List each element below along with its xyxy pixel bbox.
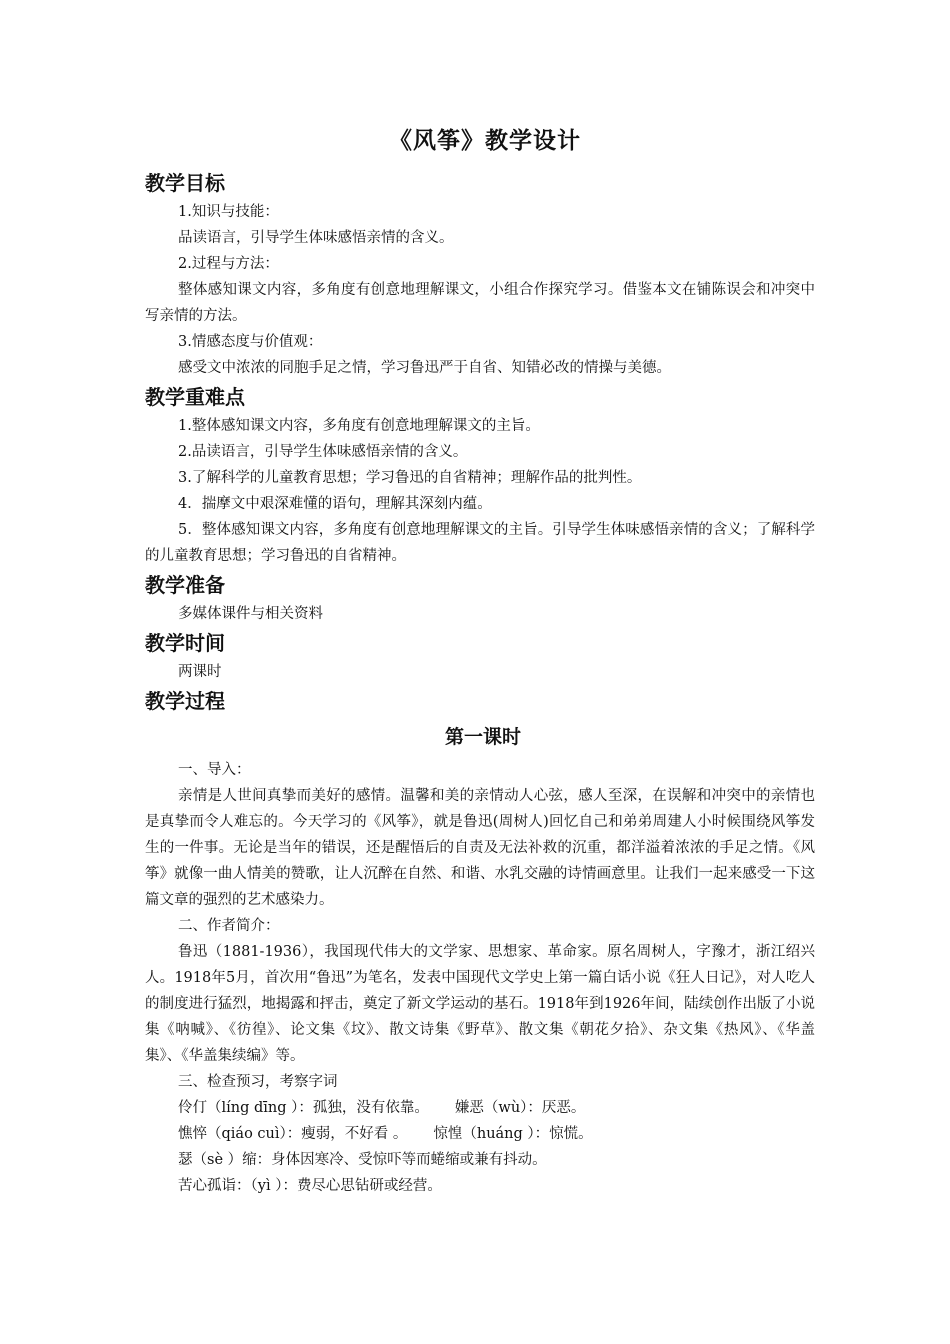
goals-line-1: 1.知识与技能：: [178, 204, 279, 220]
document-title: 《风筝》教学设计: [389, 127, 581, 154]
vocab-item-xianwu: 嫌恶（wù）：厌恶。: [454, 1100, 586, 1116]
key-point-5: 5．整体感知课文内容，多角度有创意地理解课文的主旨。引导学生体味感悟亲情的含义；了解科学的儿童教育思想；学习鲁迅的自省精神。: [145, 522, 815, 564]
heading-goals: 教学目标: [145, 171, 225, 195]
goals-line-2: 品读语言，引导学生体味感悟亲情的含义。: [178, 230, 454, 246]
lesson-title: 第一课时: [444, 726, 521, 748]
document-body: [145, 122, 815, 1199]
author-text: 鲁迅（1881-1936），我国现代伟大的文学家、思想家、革命家。原名周树人，字豫才，浙江绍兴人。1918年5月，首次用“鲁迅”为笔名，发表中国现代文学史上第一篇白话小说《狂人日记》，对人吃人的制度进行猛烈，地揭露和抨击，奠定了新文学运动的基石。1918年到1926年间，陆续创作出版了小说集《呐喊》、《彷徨》、论文集《坟》、散文诗集《野草》、散文集《朝花夕拾》、杂文集《热风》、《华盖集》、《华盖集续编》等。: [145, 944, 815, 1064]
goals-line-6: 感受文中浓浓的同胞手足之情，学习鲁迅严于自省、知错必改的情操与美德。: [178, 360, 671, 376]
key-point-3: 3.了解科学的儿童教育思想；学习鲁迅的自省精神；理解作品的批判性。: [178, 470, 642, 486]
vocab-item-qiaocui: 憔悴（qiáo cuì）：瘦弱，不好看 。: [178, 1126, 408, 1142]
vocab-item-lingding: 伶仃（líng dīng ）：孤独，没有依靠。: [178, 1100, 429, 1116]
preparation-text: 多媒体课件与相关资料: [178, 606, 323, 622]
vocab-line-1: [145, 1095, 815, 1121]
vocab-line-4: 苦心孤诣：（yì ）：费尽心思钻研或经营。: [178, 1178, 442, 1194]
key-point-4: 4．揣摩文中艰深难懂的语句，理解其深刻内蕴。: [178, 496, 492, 512]
intro-text: 亲情是人世间真挚而美好的感情。温馨和美的亲情动人心弦，感人至深，在误解和冲突中的亲情也是真挚而令人难忘的。今天学习的《风筝》，就是鲁迅(周树人)回忆自己和弟弟周建人小时候围绕风筝发生的一件事。无论是当年的错误，还是醒悟后的自责及无法补救的沉重，都洋溢着浓浓的手足之情。《风筝》就像一曲人情美的赞歌，让人沉醉在自然、和谐、水乳交融的诗情画意里。让我们一起来感受一下这篇文章的强烈的艺术感染力。: [145, 788, 815, 908]
vocab-label: 三、检查预习，考察字词: [178, 1074, 338, 1090]
heading-process: 教学过程: [145, 689, 225, 713]
author-label: 二、作者简介：: [178, 918, 280, 934]
vocab-line-3: 瑟（sè ）缩：身体因寒冷、受惊吓等而蜷缩或兼有抖动。: [178, 1152, 547, 1168]
time-text: 两课时: [178, 664, 222, 680]
goals-line-4: 整体感知课文内容，多角度有创意地理解课文，小组合作探究学习。借鉴本文在铺陈误会和冲突中写亲情的方法。: [145, 282, 815, 324]
goals-line-5: 3.情感态度与价值观：: [178, 334, 323, 350]
heading-key-points: 教学重难点: [145, 385, 245, 409]
intro-label: 一、导入：: [178, 762, 251, 778]
heading-preparation: 教学准备: [145, 573, 225, 597]
key-point-2: 2.品读语言，引导学生体味感悟亲情的含义。: [178, 444, 468, 460]
key-point-1: 1.整体感知课文内容，多角度有创意地理解课文的主旨。: [178, 418, 540, 434]
heading-time: 教学时间: [145, 631, 225, 655]
goals-line-3: 2.过程与方法：: [178, 256, 279, 272]
vocab-line-2: [145, 1121, 815, 1147]
vocab-item-jinghuang: 惊惶（huáng ）：惊慌。: [433, 1126, 593, 1142]
